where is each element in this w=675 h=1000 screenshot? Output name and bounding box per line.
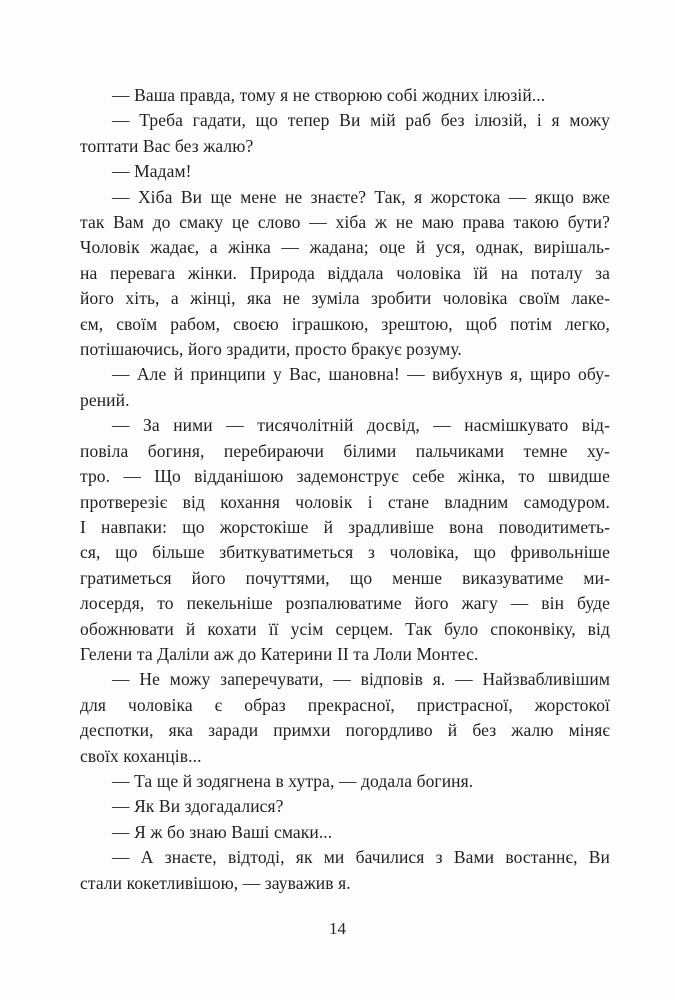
- text-line: — Як Ви здогадалися?: [112, 796, 284, 817]
- text-line: — Та ще й зодягнена в хутра, — додала богиня.: [112, 770, 474, 791]
- page-number: 14: [329, 919, 346, 938]
- paragraph: [80, 159, 610, 184]
- paragraph: [80, 83, 610, 108]
- text-line: — Але й принципи у Вас, шановна! — вибухнув я, щиро обу-: [112, 364, 610, 385]
- paragraph: [80, 667, 610, 769]
- text-line: — Не можу заперечувати, — відповів я. — Найзвабливішим: [112, 669, 610, 690]
- paragraph: [80, 362, 610, 413]
- text-line: протверезіє від кохання чоловік і стане владним самодуром.: [80, 491, 610, 512]
- paragraph: [80, 413, 610, 667]
- text-line: — Мадам!: [112, 161, 192, 182]
- page-text: [80, 83, 610, 896]
- paragraph: [80, 769, 610, 794]
- text-line: рений.: [80, 389, 130, 410]
- text-line: Гелени та Даліли аж до Катерини II та Лоли Монтес.: [80, 643, 479, 664]
- text-line: для чоловіка є образ прекрасної, пристрасної, жорстокої: [80, 694, 610, 715]
- text-line: його хіть, а жінці, яка не зуміла зробити чоловіка своїм лаке-: [80, 288, 610, 309]
- text-line: повіла богиня, перебираючи білими пальчиками темне ху-: [80, 440, 610, 461]
- text-line: лосердя, то пекельніше розпалюватиме його жагу — він буде: [80, 593, 610, 614]
- text-line: — Хіба Ви ще мене не знаєте? Так, я жорстока — якщо вже: [112, 186, 610, 207]
- text-line: — За ними — тисячолітній досвід, — насмішкувато від-: [112, 415, 610, 436]
- paragraph: [80, 820, 610, 845]
- text-line: своїх коханців...: [80, 745, 202, 766]
- text-line: — Ваша правда, тому я не створюю собі жодних ілюзій...: [112, 85, 546, 105]
- paragraph: [80, 108, 610, 159]
- text-line: обожнювати й кохати її усім серцем. Так було споконвіку, від: [80, 618, 610, 639]
- text-line: тро. — Що відданішою задемонструє себе жінка, то швидше: [80, 466, 610, 487]
- text-line: Чоловік жадає, а жінка — жадана; оце й уся, однак, вирішаль-: [80, 237, 610, 258]
- text-line: ся, що більше збиткуватиметься з чоловіка, що фривольніше: [80, 542, 610, 563]
- text-line: — А знаєте, відтоді, як ми бачилися з Вами востаннє, Ви: [112, 847, 610, 868]
- text-line: топтати Вас без жалю?: [80, 135, 254, 156]
- text-line: потішаючись, його зрадити, просто бракує розуму.: [80, 339, 462, 360]
- text-line: стали кокетливішою, — зауважив я.: [80, 872, 351, 893]
- text-line: на перевага жінки. Природа віддала чоловіка їй на поталу за: [80, 262, 610, 283]
- paragraph: [80, 185, 610, 363]
- text-line: деспотки, яка заради примхи погордливо й без жалю міняє: [80, 720, 610, 741]
- text-line: єм, своїм рабом, своєю іграшкою, зрештою, щоб потім легко,: [80, 313, 610, 334]
- paragraph: [80, 794, 610, 819]
- text-line: І навпаки: що жорстокіше й зрадливіше вона поводитиметь-: [80, 516, 610, 537]
- paragraph: [80, 845, 610, 896]
- text-line: — Я ж бо знаю Ваші смаки...: [112, 821, 333, 842]
- text-line: так Вам до смаку це слово — хіба ж не маю права такою бути?: [80, 212, 610, 233]
- text-line: гратиметься його почуттями, що менше виказуватиме ми-: [80, 567, 610, 588]
- text-line: — Треба гадати, що тепер Ви мій раб без ілюзій, і я можу: [112, 110, 610, 131]
